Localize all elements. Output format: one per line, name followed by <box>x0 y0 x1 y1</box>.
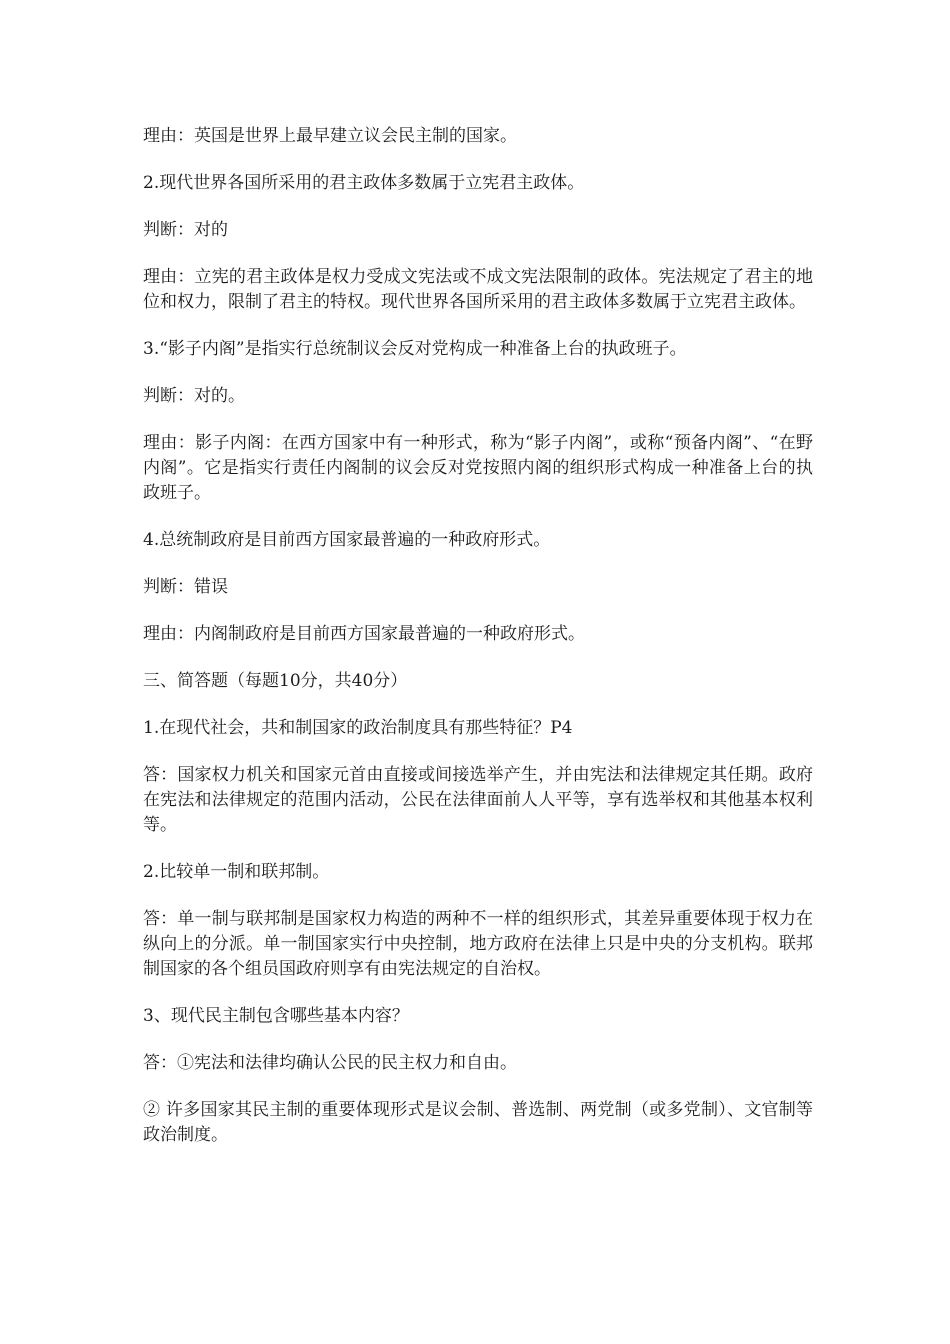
short-question-2: 2.比较单一制和联邦制。 <box>143 862 330 882</box>
short-question-3: 3、现代民主制包含哪些基本内容？ <box>143 1006 409 1026</box>
document-body <box>143 124 813 1170</box>
reason-2: 理由：立宪的君主政体是权力受成文宪法或不成文宪法限制的政体。宪法规定了君主的地位和权力，限制了君主的特权。现代世界各国所采用的君主政体多数属于立宪君主政体。 <box>143 267 813 312</box>
short-question-1: 1.在现代社会，共和制国家的政治制度具有那些特征？P4 <box>143 718 573 738</box>
reason-3: 理由：影子内阁：在西方国家中有一种形式，称为“影子内阁”，或称“预备内阁”、“在野内阁”。它是指实行责任内阁制的议会反对党按照内阁的组织形式构成一种准备上台的执政班子。 <box>143 433 813 503</box>
question-2: 2.现代世界各国所采用的君主政体多数属于立宪君主政体。 <box>143 173 585 193</box>
judgment-2: 判断：对的 <box>143 220 228 240</box>
question-3: 3.“影子内阁”是指实行总统制议会反对党构成一种准备上台的执政班子。 <box>143 339 687 359</box>
question-4: 4.总统制政府是目前西方国家最普遍的一种政府形式。 <box>143 530 551 550</box>
answer-3-point-1: 答：①宪法和法律均确认公民的民主权力和自由。 <box>143 1053 517 1073</box>
section-heading: 三、简答题（每题10分，共40分） <box>143 671 408 691</box>
judgment-4: 判断：错误 <box>143 577 228 597</box>
judgment-3: 判断：对的。 <box>143 386 245 406</box>
answer-3-point-2: ② 许多国家其民主制的重要体现形式是议会制、普选制、两党制（或多党制）、文官制等政治制度。 <box>143 1100 813 1145</box>
reason-paragraph: 理由：英国是世界上最早建立议会民主制的国家。 <box>143 126 517 146</box>
answer-2: 答：单一制与联邦制是国家权力构造的两种不一样的组织形式，其差异重要体现于权力在纵向上的分派。单一制国家实行中央控制，地方政府在法律上只是中央的分支机构。联邦制国家的各个组员国政府则享有由宪法规定的自治权。 <box>143 909 813 979</box>
answer-1: 答：国家权力机关和国家元首由直接或间接选举产生，并由宪法和法律规定其任期。政府在宪法和法律规定的范围内活动，公民在法律面前人人平等，享有选举权和其他基本权利等。 <box>143 765 813 835</box>
reason-4: 理由：内阁制政府是目前西方国家最普遍的一种政府形式。 <box>143 624 585 644</box>
